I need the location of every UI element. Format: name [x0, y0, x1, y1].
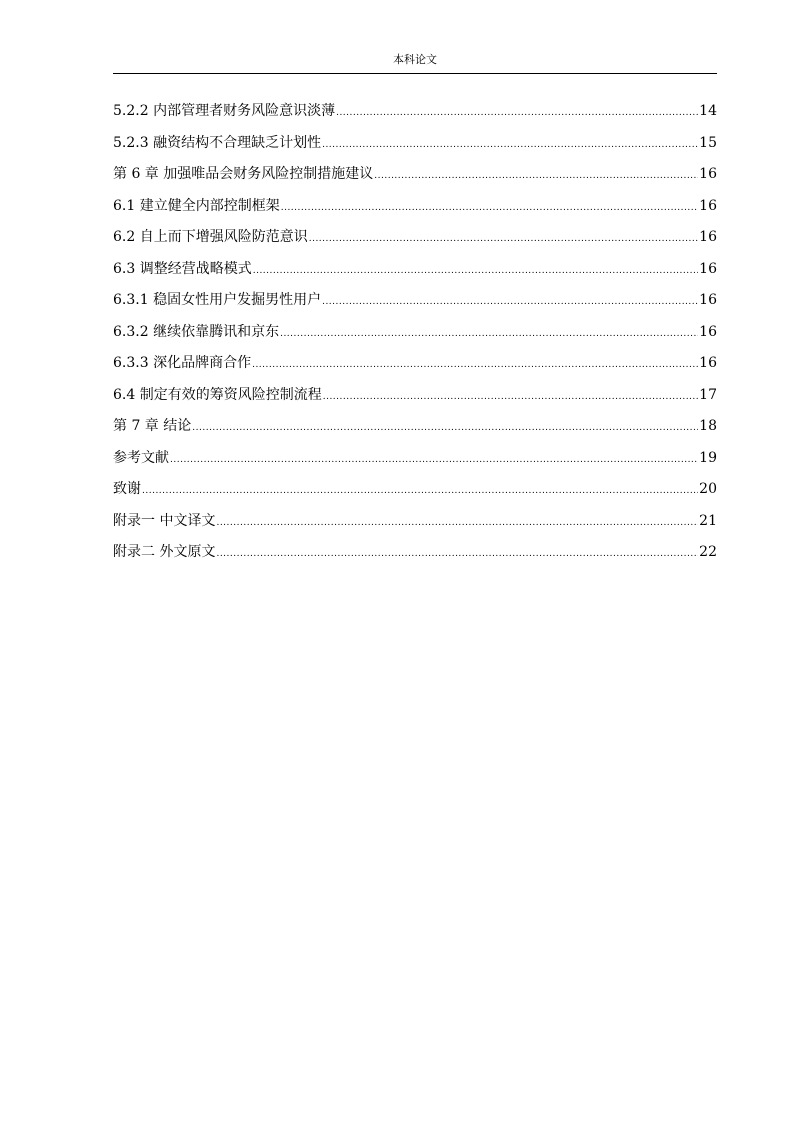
toc-entry-6-2[interactable]: [113, 225, 717, 257]
toc-leader-dots: [142, 479, 698, 503]
toc-entry-title: 参考文献: [113, 449, 169, 466]
table-of-contents: [113, 99, 717, 572]
toc-leader-dots: [192, 416, 698, 440]
toc-entry-title: 6.1 建立健全内部控制框架: [113, 197, 280, 214]
toc-entry-page: 14: [699, 103, 717, 119]
toc-entry-5-2-2[interactable]: [113, 99, 717, 131]
toc-entry-6-1[interactable]: [113, 194, 717, 226]
toc-entry-title: 致谢: [113, 481, 141, 497]
toc-leader-dots: [336, 101, 698, 125]
toc-entry-chapter-7[interactable]: [113, 414, 717, 446]
toc-leader-dots: [323, 385, 698, 409]
toc-leader-dots: [170, 448, 698, 472]
toc-entry-title: 6.3.1 稳固女性用户发掘男性用户: [113, 292, 322, 308]
toc-entry-acknowledgements[interactable]: [113, 477, 717, 509]
toc-entry-page: 15: [699, 134, 717, 151]
toc-entry-appendix-1[interactable]: [113, 509, 717, 541]
toc-entry-chapter-6[interactable]: [113, 162, 717, 194]
toc-entry-page: 16: [699, 229, 717, 245]
toc-leader-dots: [322, 290, 698, 314]
toc-leader-dots: [216, 511, 698, 535]
toc-entry-page: 21: [699, 512, 717, 529]
toc-entry-6-3-1[interactable]: [113, 288, 717, 320]
toc-entry-page: 18: [699, 418, 717, 434]
toc-entry-title: 附录二 外文原文: [113, 544, 216, 560]
toc-leader-dots: [374, 164, 698, 188]
toc-entry-page: 22: [699, 544, 717, 560]
toc-leader-dots: [216, 542, 698, 566]
toc-entry-5-2-3[interactable]: [113, 131, 717, 163]
toc-entry-title: 6.3.3 深化品牌商合作: [113, 355, 252, 371]
toc-entry-page: 19: [699, 449, 717, 466]
toc-entry-title: 6.3.2 继续依靠腾讯和京东: [113, 323, 280, 340]
toc-entry-title: 6.3 调整经营战略模式: [113, 260, 252, 277]
toc-leader-dots: [253, 259, 698, 283]
toc-entry-page: 16: [699, 323, 717, 340]
toc-entry-page: 17: [699, 386, 717, 403]
toc-entry-title: 第 6 章 加强唯品会财务风险控制措施建议: [113, 166, 374, 182]
toc-entry-title: 5.2.3 融资结构不合理缺乏计划性: [113, 134, 322, 151]
toc-entry-title: 6.4 制定有效的筹资风险控制流程: [113, 386, 322, 403]
toc-leader-dots: [280, 322, 698, 346]
toc-entry-page: 16: [699, 197, 717, 214]
toc-entry-title: 第 7 章 结论: [113, 418, 192, 434]
toc-entry-6-3-2[interactable]: [113, 320, 717, 352]
toc-entry-title: 6.2 自上而下增强风险防范意识: [113, 229, 308, 245]
toc-leader-dots: [281, 196, 698, 220]
toc-entry-page: 16: [699, 166, 717, 182]
toc-entry-title: 5.2.2 内部管理者财务风险意识淡薄: [113, 103, 336, 119]
toc-entry-page: 16: [699, 292, 717, 308]
toc-entry-title: 附录一 中文译文: [113, 512, 216, 529]
toc-leader-dots: [309, 227, 698, 251]
header-divider: [113, 73, 717, 74]
toc-entry-appendix-2[interactable]: [113, 540, 717, 572]
toc-entry-6-3[interactable]: [113, 257, 717, 289]
page-header: 本科论文: [393, 53, 437, 66]
toc-entry-page: 16: [699, 355, 717, 371]
toc-entry-6-3-3[interactable]: [113, 351, 717, 383]
toc-leader-dots: [322, 133, 698, 157]
toc-leader-dots: [252, 353, 698, 377]
toc-entry-references[interactable]: [113, 446, 717, 478]
toc-entry-6-4[interactable]: [113, 383, 717, 415]
toc-entry-page: 16: [699, 260, 717, 277]
toc-entry-page: 20: [699, 481, 717, 497]
